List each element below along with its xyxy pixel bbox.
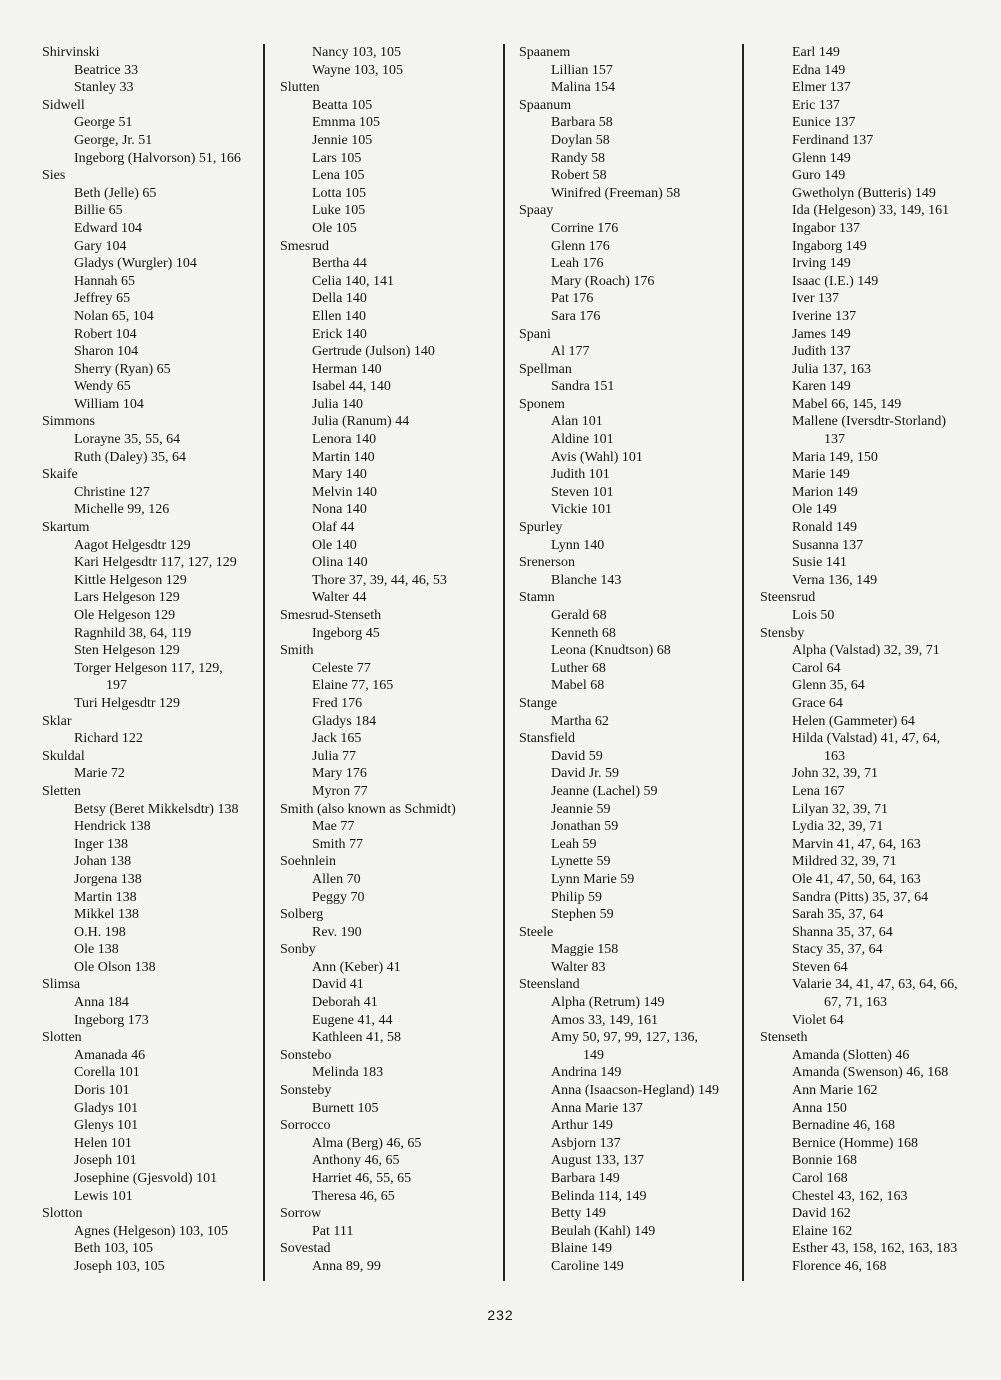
index-entry: Edward 104 (74, 220, 143, 236)
index-entry: William 104 (74, 396, 144, 412)
index-entry: David 41 (312, 977, 364, 993)
index-entry: Gladys 101 (74, 1100, 139, 1116)
index-entry: Celia 140, 141 (312, 273, 395, 289)
index-entry: Mary (Roach) 176 (551, 273, 655, 289)
index-entry: Anna (Isaacson-Hegland) 149 (551, 1083, 719, 1099)
index-surname: Simmons (42, 414, 95, 430)
index-entry: Ingeborg 45 (312, 625, 380, 641)
index-entry: Jonathan 59 (551, 819, 619, 835)
index-entry: Barbara 58 (551, 115, 613, 131)
index-entry: Elaine 77, 165 (312, 678, 394, 694)
index-entry: Ole 41, 47, 50, 64, 163 (792, 871, 921, 887)
index-entry: George 51 (74, 115, 133, 131)
index-entry: Nona 140 (312, 502, 367, 518)
index-entry: Ole 138 (74, 942, 119, 958)
index-entry: Deborah 41 (312, 995, 378, 1011)
index-entry: Glenn 149 (792, 150, 851, 166)
index-surname: Shirvinski (42, 45, 100, 60)
index-entry: Malina 154 (551, 80, 616, 96)
index-entry: Glenn 176 (551, 238, 610, 254)
index-entry: Earl 149 (792, 45, 840, 60)
index-entry: Gary 104 (74, 238, 127, 254)
index-entry: Karen 149 (792, 379, 851, 395)
index-entry: Pat 111 (312, 1223, 354, 1239)
index-surname: Sovestad (280, 1241, 331, 1257)
index-entry: Grace 64 (792, 695, 843, 711)
index-entry: Alpha (Retrum) 149 (551, 995, 665, 1011)
index-entry: Jeannie 59 (551, 801, 611, 817)
column-divider (742, 44, 744, 1281)
index-surname: Sklar (42, 713, 72, 729)
index-entry: Bertha 44 (312, 256, 367, 272)
index-entry: Mabel 68 (551, 678, 605, 694)
index-surname: Smesrud-Stenseth (280, 608, 382, 623)
index-entry: Leah 176 (551, 256, 604, 272)
index-entry: Olaf 44 (312, 520, 355, 536)
index-entry: Ferdinand 137 (792, 132, 874, 148)
index-entry: Julia 140 (312, 396, 363, 412)
index-entry: Kenneth 68 (551, 625, 616, 641)
index-entry: Glenn 35, 64 (792, 678, 865, 694)
index-surname: Steensland (519, 977, 580, 993)
index-entry: Theresa 46, 65 (312, 1188, 395, 1204)
index-entry: Isabel 44, 140 (312, 379, 391, 395)
index-entry: Allen 70 (312, 871, 361, 887)
index-entry: Aagot Helgesdtr 129 (74, 537, 191, 553)
index-entry: Bernadine 46, 168 (792, 1118, 896, 1134)
index-entry: Alpha (Valstad) 32, 39, 71 (792, 643, 940, 659)
index-entry: Irving 149 (792, 256, 851, 272)
index-entry: Gertrude (Julson) 140 (312, 344, 435, 360)
index-surname: Sonstebo (280, 1047, 332, 1063)
index-entry: Stacy 35, 37, 64 (792, 942, 883, 958)
index-entry: Jorgena 138 (74, 871, 142, 887)
index-entry: Lars 105 (312, 150, 362, 166)
index-entry: Marion 149 (792, 484, 858, 500)
index-entry: Beulah (Kahl) 149 (551, 1223, 656, 1239)
index-surname: Sponem (519, 396, 565, 412)
index-entry: Ingeborg (Halvorson) 51, 166 (74, 150, 241, 166)
index-surname: Spellman (519, 361, 572, 377)
index-entry: August 133, 137 (551, 1153, 644, 1169)
index-entry: Isaac (I.E.) 149 (792, 273, 879, 289)
page-number: 232 (487, 1307, 514, 1323)
index-entry: Hilda (Valstad) 41, 47, 64, (792, 731, 941, 747)
index-entry: Stephen 59 (551, 907, 614, 923)
index-entry: Melvin 140 (312, 484, 377, 500)
index-entry: Al 177 (551, 344, 590, 360)
index-surname: Stensby (760, 625, 805, 641)
index-entry: Mallene (Iversdtr-Storland) (792, 414, 947, 430)
index-entry: Jack 165 (312, 731, 362, 747)
index-entry: Hendrick 138 (74, 819, 151, 835)
index-entry: Philip 59 (551, 889, 602, 905)
index-surname: Sidwell (42, 97, 85, 113)
index-entry: Lois 50 (792, 608, 835, 623)
index-entry-continuation: 149 (583, 1047, 604, 1063)
index-entry: Kathleen 41, 58 (312, 1030, 402, 1046)
index-entry: Gladys 184 (312, 713, 377, 729)
index-surname: Smith (280, 643, 314, 659)
index-entry: Martin 140 (312, 449, 375, 465)
index-entry: Luther 68 (551, 660, 606, 676)
index-entry: Lorayne 35, 55, 64 (74, 432, 181, 448)
index-entry: Ole 149 (792, 502, 837, 518)
index-entry: Ruth (Daley) 35, 64 (74, 449, 186, 465)
index-entry: Julia 137, 163 (792, 361, 871, 377)
index-entry: Aldine 101 (551, 432, 614, 448)
index-entry: Kari Helgesdtr 117, 127, 129 (74, 555, 237, 571)
index-entry-continuation: 137 (824, 432, 845, 448)
index-entry: Ole 140 (312, 537, 357, 553)
index-entry-continuation: 67, 71, 163 (824, 995, 887, 1011)
index-entry: Corella 101 (74, 1065, 140, 1081)
index-entry: Mabel 66, 145, 149 (792, 396, 902, 412)
index-surname: Stamn (519, 590, 555, 606)
index-entry: Belinda 114, 149 (551, 1188, 647, 1204)
index-entry: Christine 127 (74, 484, 150, 500)
index-entry: Blanche 143 (551, 572, 622, 588)
index-entry: Lillian 157 (551, 62, 613, 78)
index-entry: Erick 140 (312, 326, 367, 342)
index-entry: Florence 46, 168 (792, 1258, 887, 1274)
index-surname: Sonby (280, 942, 316, 958)
index-entry: Edna 149 (792, 62, 846, 78)
index-entry: Violet 64 (792, 1012, 844, 1028)
index-entry: Agnes (Helgeson) 103, 105 (74, 1223, 228, 1239)
index-entry: Carol 64 (792, 660, 841, 676)
index-entry: Turi Helgesdtr 129 (74, 695, 181, 711)
index-entry: Helen (Gammeter) 64 (792, 713, 915, 729)
index-surname: Spurley (519, 520, 563, 536)
index-entry: David 162 (792, 1206, 851, 1222)
index-entry: Robert 58 (551, 168, 607, 184)
index-entry: Stanley 33 (74, 80, 134, 96)
index-entry: George, Jr. 51 (74, 132, 153, 148)
index-entry: Sandra (Pitts) 35, 37, 64 (792, 889, 929, 905)
index-entry: Maria 149, 150 (792, 449, 878, 465)
index-entry: Joseph 103, 105 (74, 1258, 165, 1274)
index-entry: Iverine 137 (792, 308, 857, 324)
index-entry: Verna 136, 149 (792, 572, 878, 588)
index-entry-continuation: 163 (824, 748, 845, 764)
index-entry: Ole Olson 138 (74, 959, 156, 975)
index-entry: Inger 138 (74, 836, 129, 852)
index-entry: Beatrice 33 (74, 62, 139, 78)
index-entry: Alma (Berg) 46, 65 (312, 1135, 422, 1151)
index-surname: Spaanum (519, 97, 572, 113)
index-entry: Asbjorn 137 (551, 1135, 621, 1151)
index-entry: Celeste 77 (312, 660, 371, 676)
index-surname: Sorrow (280, 1206, 322, 1222)
index-entry: Anna 89, 99 (312, 1258, 381, 1274)
index-surname: Smith (also known as Schmidt) (280, 801, 456, 817)
index-entry: Melinda 183 (312, 1065, 384, 1081)
index-entry: Wayne 103, 105 (312, 62, 404, 78)
index-entry: Beth (Jelle) 65 (74, 185, 157, 201)
index-entry: Arthur 149 (551, 1118, 613, 1134)
index-entry: Eric 137 (792, 97, 840, 113)
index-entry: Betsy (Beret Mikkelsdtr) 138 (74, 801, 239, 817)
index-entry: Mary 140 (312, 467, 367, 483)
index-entry: Leah 59 (551, 836, 597, 852)
index-surname: Slotton (42, 1206, 83, 1222)
index-entry: Mikkel 138 (74, 907, 139, 923)
index-entry: Doris 101 (74, 1083, 130, 1099)
index-entry: Gladys (Wurgler) 104 (74, 256, 197, 272)
index-entry: Luke 105 (312, 203, 366, 219)
index-surname: Slutten (280, 80, 320, 96)
index-entry: Ingabor 137 (792, 220, 861, 236)
index-surname: Solberg (280, 907, 324, 923)
index-entry: Mildred 32, 39, 71 (792, 854, 897, 870)
index-entry: Gwetholyn (Butteris) 149 (792, 185, 936, 201)
index-entry: Harriet 46, 55, 65 (312, 1171, 412, 1186)
column-divider (263, 44, 265, 1281)
column-divider (503, 44, 505, 1281)
index-entry: Anthony 46, 65 (312, 1153, 400, 1169)
index-entry: John 32, 39, 71 (792, 766, 878, 782)
index-entry: Beth 103, 105 (74, 1241, 153, 1257)
index-entry: Sara 176 (551, 308, 601, 324)
index-entry: Julia (Ranum) 44 (312, 414, 410, 430)
index-entry: Smith 77 (312, 836, 363, 852)
index-column-2 (280, 44, 505, 1276)
index-entry: Torger Helgeson 117, 129, (74, 660, 223, 676)
index-entry: Lynette 59 (551, 854, 611, 870)
index-entry: Judith 137 (792, 344, 851, 360)
index-entry: Lynn 140 (551, 537, 605, 553)
index-entry: Olina 140 (312, 555, 368, 571)
index-surname: Sorrocco (280, 1118, 331, 1134)
index-surname: Smesrud (280, 238, 329, 254)
index-entry: Sherry (Ryan) 65 (74, 361, 171, 377)
index-entry: Johan 138 (74, 854, 132, 870)
index-entry: Ole 105 (312, 220, 357, 236)
index-column-3 (519, 44, 741, 1276)
index-entry: Lynn Marie 59 (551, 871, 635, 887)
index-entry: Blaine 149 (551, 1241, 613, 1257)
index-surname: Srenerson (519, 555, 575, 571)
index-entry: Amy 50, 97, 99, 127, 136, (551, 1030, 698, 1046)
index-entry: Winifred (Freeman) 58 (551, 185, 681, 201)
index-entry: Walter 44 (312, 590, 367, 606)
index-entry: O.H. 198 (74, 924, 126, 940)
index-entry: Anna 184 (74, 995, 129, 1011)
index-entry: Elmer 137 (792, 80, 851, 96)
index-entry: Lena 167 (792, 783, 845, 799)
index-surname: Spaay (519, 203, 554, 219)
index-entry: Ann Marie 162 (792, 1083, 878, 1099)
index-entry: Ole Helgeson 129 (74, 608, 176, 623)
index-entry: Marvin 41, 47, 64, 163 (792, 836, 921, 852)
index-entry: Martha 62 (551, 713, 609, 729)
index-entry: Ronald 149 (792, 520, 857, 536)
index-entry: Eunice 137 (792, 115, 856, 131)
index-entry: Nancy 103, 105 (312, 45, 402, 60)
index-entry: Gerald 68 (551, 608, 607, 623)
index-entry: Marie 149 (792, 467, 850, 483)
index-entry: Alan 101 (551, 414, 603, 430)
index-entry: Judith 101 (551, 467, 610, 483)
index-entry: Sandra 151 (551, 379, 615, 395)
index-entry: Peggy 70 (312, 889, 365, 905)
index-column-4 (760, 44, 992, 1276)
index-entry: Pat 176 (551, 291, 594, 307)
index-entry: Emnma 105 (312, 115, 381, 131)
index-entry: David Jr. 59 (551, 766, 620, 782)
index-surname: Spani (519, 326, 551, 342)
index-entry: Kittle Helgeson 129 (74, 572, 187, 588)
index-entry: Shanna 35, 37, 64 (792, 924, 893, 940)
index-entry: Lenora 140 (312, 432, 377, 448)
index-entry: Anna 150 (792, 1100, 847, 1116)
index-entry: Carol 168 (792, 1171, 848, 1186)
index-entry: Steven 101 (551, 484, 614, 500)
index-entry: Lars Helgeson 129 (74, 590, 180, 606)
index-entry: Valarie 34, 41, 47, 63, 64, 66, (792, 977, 958, 993)
index-entry: Robert 104 (74, 326, 137, 342)
index-entry: Lotta 105 (312, 185, 367, 201)
index-entry: Lena 105 (312, 168, 365, 184)
index-entry: Wendy 65 (74, 379, 131, 395)
index-entry: Jeanne (Lachel) 59 (551, 783, 658, 799)
index-entry: Ingaborg 149 (792, 238, 867, 254)
index-entry: Glenys 101 (74, 1118, 139, 1134)
index-entry: David 59 (551, 748, 603, 764)
index-entry: Betty 149 (551, 1206, 606, 1222)
index-surname: Sonsteby (280, 1083, 332, 1099)
index-entry: Doylan 58 (551, 132, 610, 148)
index-entry: Marie 72 (74, 766, 125, 782)
index-entry: Ann (Keber) 41 (312, 959, 401, 975)
index-entry: Esther 43, 158, 162, 163, 183 (792, 1241, 958, 1257)
index-entry: Billie 65 (74, 203, 123, 219)
index-entry: Helen 101 (74, 1135, 132, 1151)
index-entry: Julia 77 (312, 748, 356, 764)
index-entry: Steven 64 (792, 959, 848, 975)
index-entry: Bonnie 168 (792, 1153, 857, 1169)
index-entry: Randy 58 (551, 150, 606, 166)
index-entry: Leona (Knudtson) 68 (551, 643, 671, 659)
index-column-1 (42, 44, 262, 1276)
index-entry: Eugene 41, 44 (312, 1012, 393, 1028)
index-entry: Avis (Wahl) 101 (551, 449, 643, 465)
index-surname: Steele (519, 924, 554, 940)
index-entry: Sharon 104 (74, 344, 139, 360)
index-surname: Slotten (42, 1030, 82, 1046)
index-entry: Ellen 140 (312, 308, 367, 324)
index-entry: Martin 138 (74, 889, 137, 905)
index-entry: Lydia 32, 39, 71 (792, 819, 884, 835)
index-surname: Spaanem (519, 45, 571, 60)
index-surname: Stenseth (760, 1030, 808, 1046)
index-entry: Sten Helgeson 129 (74, 643, 180, 659)
index-entry: Elaine 162 (792, 1223, 853, 1239)
index-entry: Susie 141 (792, 555, 847, 571)
index-entry: Ragnhild 38, 64, 119 (74, 625, 192, 641)
index-surname: Skuldal (42, 748, 85, 764)
index-entry-continuation: 197 (106, 678, 127, 694)
index-entry: Ingeborg 173 (74, 1012, 149, 1028)
index-surname: Steensrud (760, 590, 816, 606)
index-entry: Jeffrey 65 (74, 291, 131, 307)
index-entry: Guro 149 (792, 168, 846, 184)
index-entry: Nolan 65, 104 (74, 308, 154, 324)
index-entry: Caroline 149 (551, 1258, 624, 1274)
index-entry: Anna Marie 137 (551, 1100, 643, 1116)
index-surname: Soehnlein (280, 854, 336, 870)
index-entry: James 149 (792, 326, 851, 342)
index-entry: Barbara 149 (551, 1171, 620, 1186)
index-entry: Iver 137 (792, 291, 840, 307)
index-entry: Maggie 158 (551, 942, 619, 958)
index-surname: Slimsa (42, 977, 81, 993)
index-entry: Vickie 101 (551, 502, 612, 518)
index-entry: Herman 140 (312, 361, 382, 377)
index-entry: Susanna 137 (792, 537, 864, 553)
index-entry: Corrine 176 (551, 220, 619, 236)
index-entry: Fred 176 (312, 695, 363, 711)
index-surname: Skartum (42, 520, 90, 536)
index-entry: Lilyan 32, 39, 71 (792, 801, 889, 817)
index-entry: Amos 33, 149, 161 (551, 1012, 658, 1028)
index-entry: Mary 176 (312, 766, 367, 782)
index-entry: Josephine (Gjesvold) 101 (74, 1171, 218, 1186)
index-entry: Thore 37, 39, 44, 46, 53 (312, 572, 447, 588)
index-surname: Stansfield (519, 731, 575, 747)
index-entry: Chestel 43, 162, 163 (792, 1188, 908, 1204)
index-entry: Della 140 (312, 291, 367, 307)
index-entry: Myron 77 (312, 783, 368, 799)
index-entry: Amanda (Swenson) 46, 168 (792, 1065, 949, 1081)
index-entry: Rev. 190 (312, 924, 362, 940)
index-entry: Richard 122 (74, 731, 143, 747)
index-entry: Walter 83 (551, 959, 606, 975)
index-entry: Lewis 101 (74, 1188, 133, 1204)
index-entry: Amanada 46 (74, 1047, 146, 1063)
index-entry: Joseph 101 (74, 1153, 137, 1169)
index-entry: Beatta 105 (312, 97, 373, 113)
index-entry: Hannah 65 (74, 273, 136, 289)
index-surname: Sies (42, 168, 66, 184)
index-entry: Jennie 105 (312, 132, 373, 148)
index-entry: Sarah 35, 37, 64 (792, 907, 884, 923)
index-entry: Amanda (Slotten) 46 (792, 1047, 910, 1063)
index-entry: Andrina 149 (551, 1065, 622, 1081)
index-entry: Bernice (Homme) 168 (792, 1135, 918, 1151)
index-entry: Ida (Helgeson) 33, 149, 161 (792, 203, 950, 219)
index-surname: Skaife (42, 467, 78, 483)
index-surname: Stange (519, 695, 558, 711)
index-entry: Mae 77 (312, 819, 355, 835)
index-entry: Burnett 105 (312, 1100, 379, 1116)
index-surname: Sletten (42, 783, 81, 799)
index-entry: Michelle 99, 126 (74, 502, 170, 518)
